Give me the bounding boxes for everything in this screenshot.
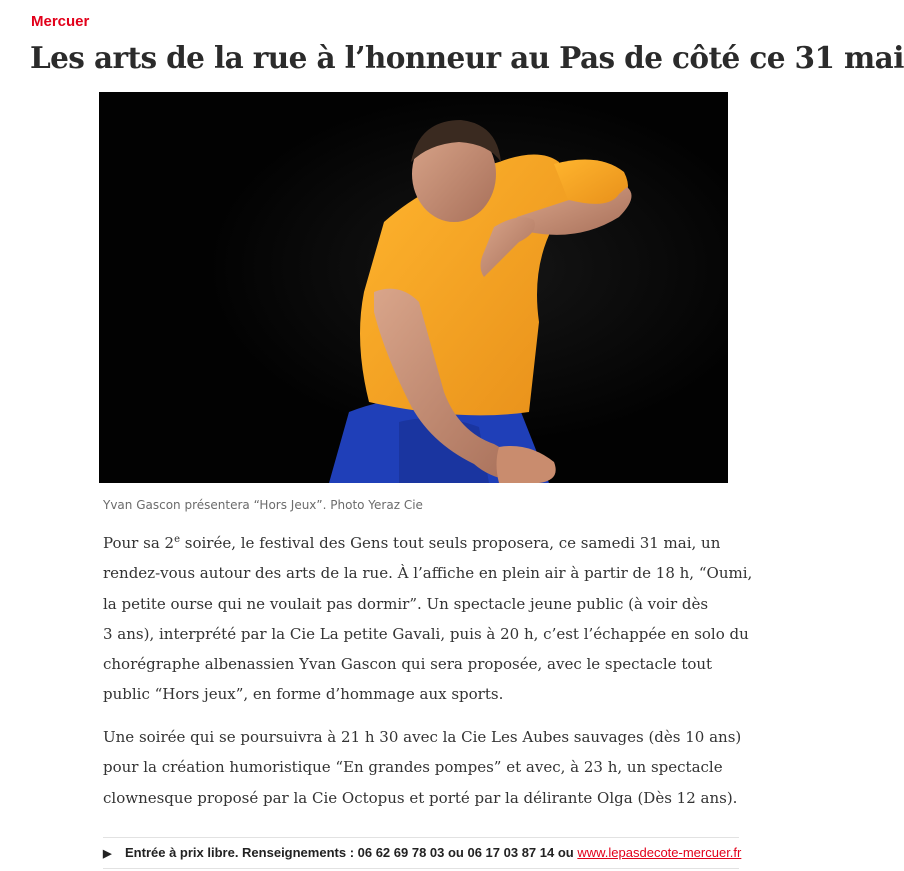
article-headline: Les arts de la rue à l’honneur au Pas de côté ce 31 mai [30,40,904,75]
paragraph-1 [103,528,753,710]
divider-top [103,837,739,838]
paragraph-2-line-1: Une soirée qui se poursuivra à 21 h 30 avec la Cie Les Aubes sauvages (dès 10 ans) [103,728,742,746]
paragraph-1-line-3: la petite ourse qui ne voulait pas dormir”. Un spectacle jeune public (à voir dès [103,594,709,613]
paragraph-1-line-4: 3 ans), interprété par la Cie La petite Gavali, puis à 20 h, c’est l’échappée en solo du [103,624,749,643]
paragraph-2-line-2: pour la création humoristique “En grandes pompes” et avec, à 23 h, un spectacle [103,758,723,777]
paragraph-1-line-1: Pour sa 2e soirée, le festival des Gens tout seuls proposera, ce samedi 31 mai, un [103,534,721,552]
paragraph-2-line-3: clownesque proposé par la Cie Octopus et porté par la délirante Olga (Dès 12 ans). [103,788,738,807]
divider-bottom [103,868,739,869]
photo-caption: Yvan Gascon présentera “Hors Jeux”. Photo Yeraz Cie [103,498,423,512]
paragraph-1-line-6: public “Hors jeux”, en forme d’hommage aux sports. [103,685,504,704]
website-link[interactable]: www.lepasdecote-mercuer.fr [577,845,742,860]
paragraph-1-line-5: chorégraphe albenassien Yvan Gascon qui sera proposée, avec le spectacle tout [103,655,713,674]
arrow-right-icon: ▶ [103,848,112,860]
section-label[interactable]: Mercuer [31,13,90,30]
info-box [103,845,743,860]
paragraph-1-line-2: rendez-vous autour des arts de la rue. À l’affiche en plein air à partir de 18 h, “Oumi, [103,564,753,583]
paragraph-2 [103,722,743,813]
dancer-photo-illustration [99,92,728,483]
info-text: Entrée à prix libre. Renseignements : 06 62 69 78 03 ou 06 17 03 87 14 ou [125,845,578,860]
article-photo [99,92,728,483]
